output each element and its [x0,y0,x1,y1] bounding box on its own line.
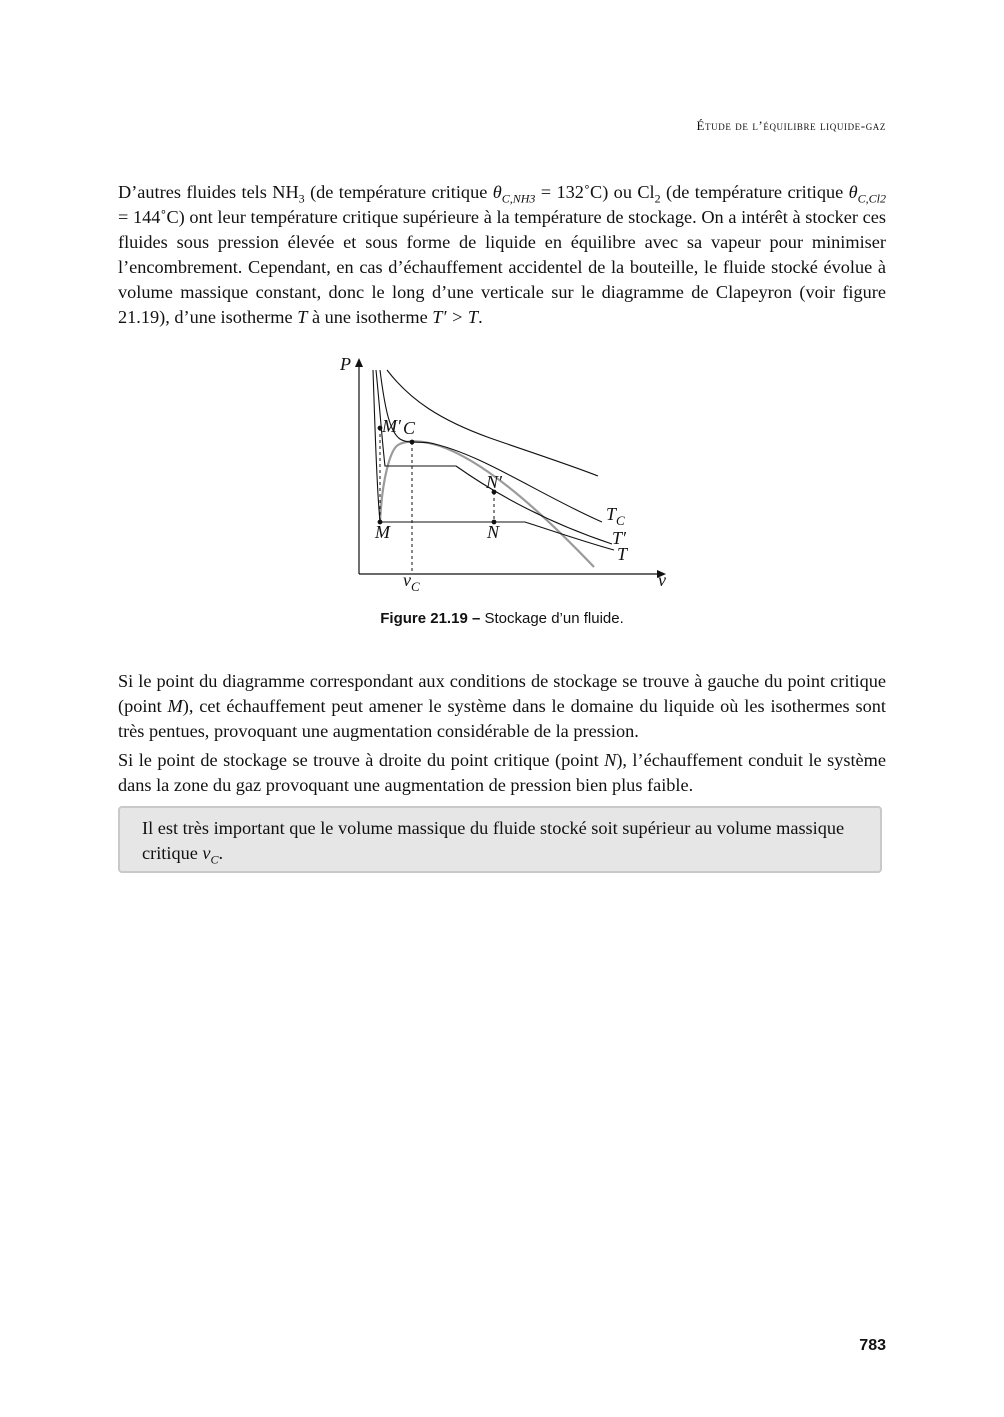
label-m-prime: M′ [382,416,401,436]
label-n: N [487,522,500,542]
label-tc: $T_C$ [606,504,625,528]
paragraph-point-m: Si le point du diagramme correspondant aux conditions de stockage se trouve à gauche du point critique (point M), cet échauffement peut amener le système dans le domaine du liquide où les isothermes sont très pentues, provoquant une augmentation considérable de la pression. [118,671,886,741]
isotherm-tc [380,370,602,522]
paragraph-point-n: Si le point de stockage se trouve à droite du point critique (point N), l’échauffement conduit le système dans la zone du gaz provoquant une augmentation de pression bien plus faible. [118,750,886,795]
point-c [410,440,415,445]
page-number: 783 [859,1337,886,1354]
clapeyron-diagram [330,350,680,600]
label-t-prime: T′ [612,528,626,548]
note-box: Il est très important que le volume massique du fluide stocké soit supérieur au volume massique critique $v_C$. [118,806,882,873]
isotherm-high [387,370,598,476]
p-axis-label: P [340,354,351,374]
running-title: Étude de l’équilibre liquide-gaz [696,118,886,133]
v-axis-label: v [658,570,666,590]
label-m: M [375,522,390,542]
label-n-prime: N′ [486,472,502,492]
p-axis-arrow [355,358,363,367]
label-vc: $v_C$ [403,570,420,594]
label-t: T [617,544,628,564]
label-c: C [403,418,416,438]
intro-paragraph: D’autres fluides tels $NH_3$ (de température critique $\theta_{C,NH3}$ = 132˚C) ou $Cl_2$ (de température critique $\theta_{C,Cl2}$ = 144˚C) ont leur température critique supérieure à la température de stockage. On a intérêt à stocker ces fluides sous pression élevée et sous forme de liquide en équilibre avec sa vapeur pour minimiser l’encombrement. Cependant, en cas d’échauffement accidentel de la bouteille, le fluide stocké évolue à volume massique constant, donc le long d’une verticale sur le diagramme de Clapeyron (voir figure 21.19), d’une isotherme T à une isotherme T′ > T. [118,182,886,327]
figure-caption: Figure 21.19 – Stockage d’un fluide. [380,610,624,627]
